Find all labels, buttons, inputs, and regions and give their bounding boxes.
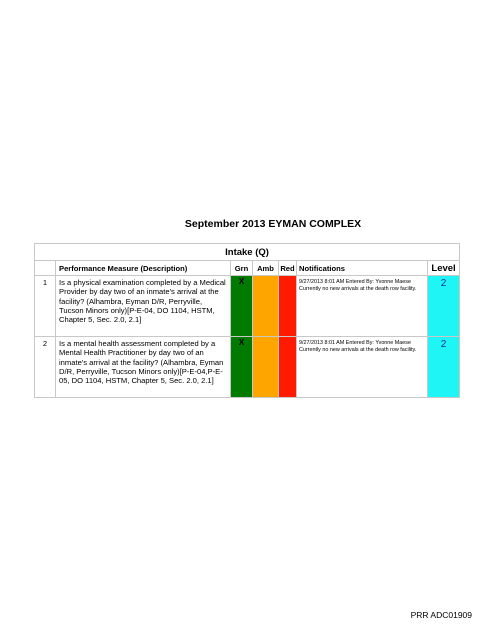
table-row — [35, 276, 460, 337]
amber-status-cell — [253, 276, 279, 337]
green-status-cell — [231, 276, 253, 337]
notification-entry: 9/27/2013 8:01 AM Entered By: Yvonne Maese — [299, 340, 411, 346]
notification-cell — [297, 337, 428, 398]
green-mark: X — [238, 277, 245, 286]
header-amb: Amb — [253, 261, 279, 276]
header-measure: Performance Measure (Description) — [56, 261, 231, 276]
notification-cell — [297, 276, 428, 337]
red-status-cell — [279, 337, 297, 398]
measure-description: Is a mental health assessment completed by a Mental Health Practitioner by day two of an inmate's arrival at the facility? (Alhambra, Eyman D/R, Perryville, Tucson Minors only)[P-E-04,P-E-05, DO 1104, HSTM, Chapter 5, Sec. 2.0, 2.1] — [56, 337, 231, 398]
level-value: 2 — [428, 276, 460, 337]
notification-text: Currently no new arrivals at the death row facility. — [299, 346, 417, 353]
green-status-cell — [231, 337, 253, 398]
level-value: 2 — [428, 337, 460, 398]
header-grn: Grn — [231, 261, 253, 276]
row-number: 2 — [35, 337, 56, 398]
header-level: Level — [428, 261, 460, 276]
report-title: September 2013 EYMAN COMPLEX — [184, 218, 362, 230]
green-mark: X — [238, 338, 245, 347]
section-header-row — [35, 244, 460, 261]
notification-text: Currently no new arrivals at the death row facility. — [299, 285, 417, 292]
performance-table — [34, 243, 460, 398]
table-row — [35, 337, 460, 398]
row-number: 1 — [35, 276, 56, 337]
header-red: Red — [279, 261, 297, 276]
document-id: PRR ADC01909 — [410, 610, 472, 620]
notification-entry: 9/27/2013 8:01 AM Entered By: Yvonne Maese — [299, 279, 411, 285]
red-status-cell — [279, 276, 297, 337]
measure-description: Is a physical examination completed by a Medical Provider by day two of an inmate's arrival at the facility? (Alhambra, Eyman D/R, Perryville, Tucson Minors only)[P-E-04, DO 1104, HSTM, Chapter 5, Sec. 2.0, 2.1] — [56, 276, 231, 337]
header-notifications: Notifications — [297, 261, 428, 276]
column-header-row — [35, 261, 460, 276]
section-title: Intake (Q) — [35, 244, 460, 261]
amber-status-cell — [253, 337, 279, 398]
header-num — [35, 261, 56, 276]
